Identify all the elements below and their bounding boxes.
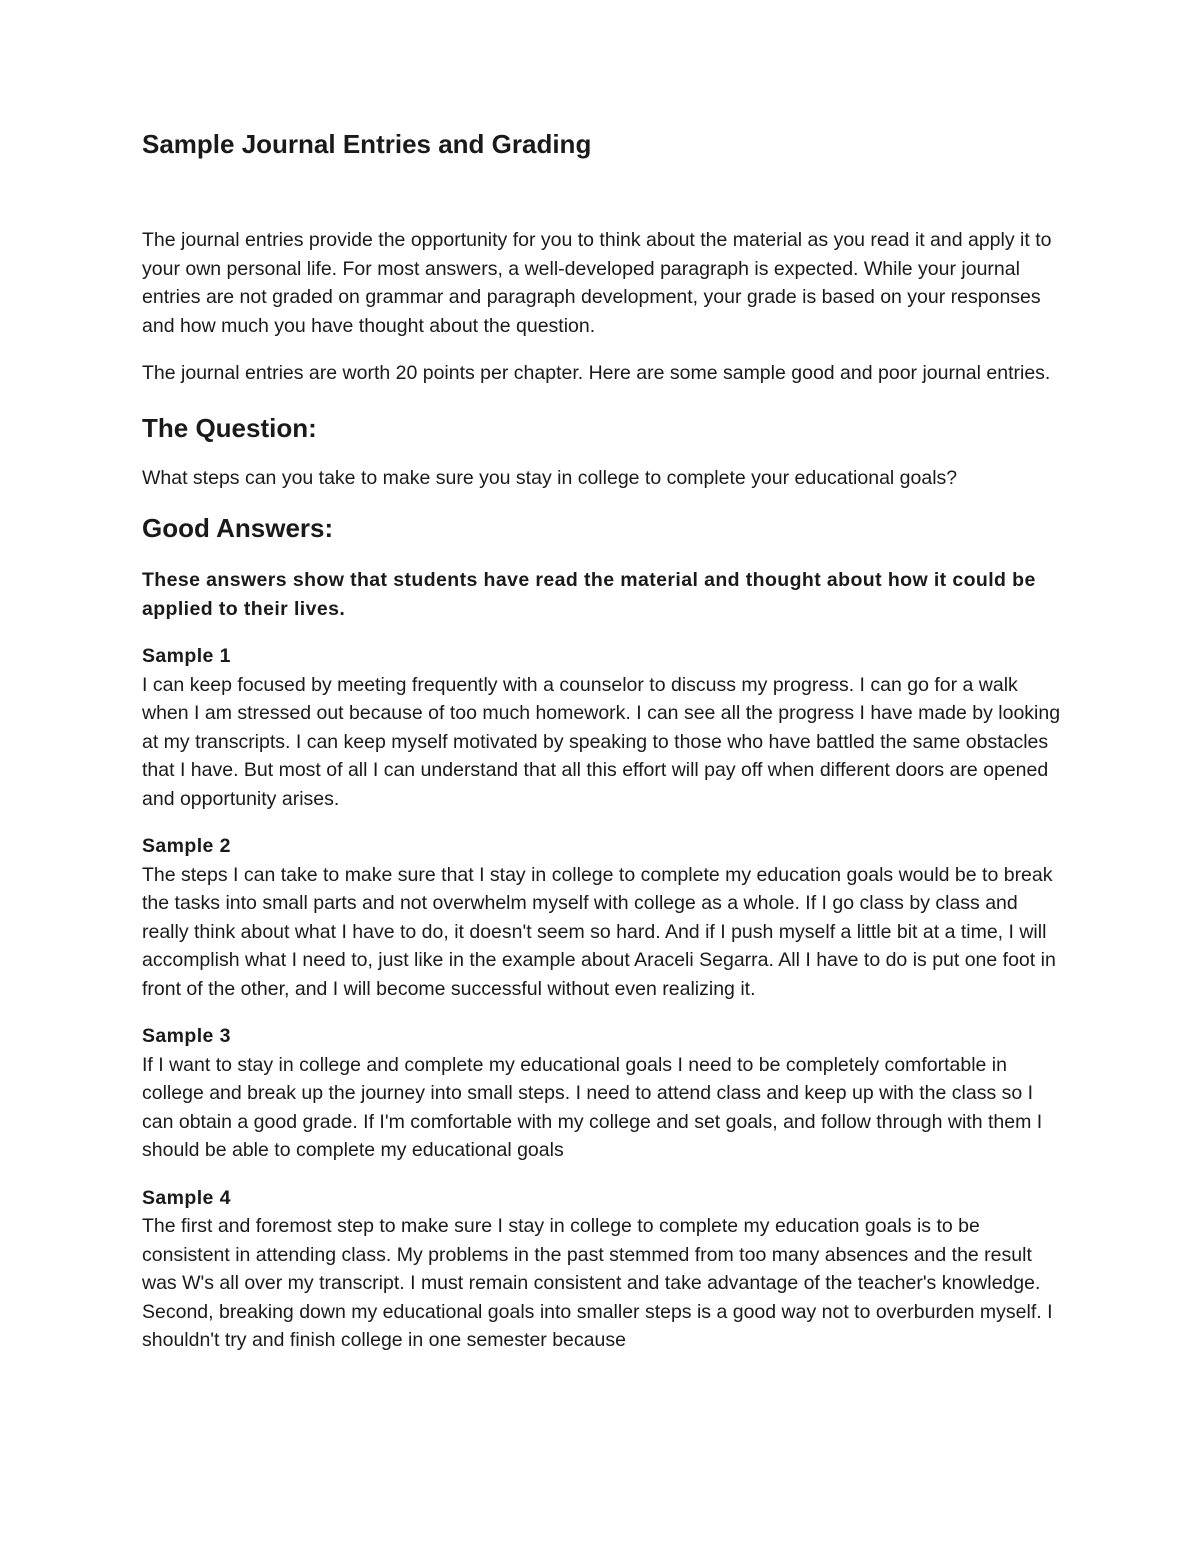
sample-entry — [142, 1184, 1062, 1355]
question-heading: The Question: — [142, 412, 317, 443]
sample-text: The first and foremost step to make sure I stay in college to complete my education goals is to be consistent in attending class. My problems in the past stemmed from too many absences and the result was W's all over my transcript. I must remain consistent and take advantage of the teacher's knowledge. Second, breaking down my educational goals into smaller steps is a good way not to overburden myself. I shouldn't try and finish college in one semester because — [142, 1215, 1053, 1351]
sample-entry — [142, 1022, 1062, 1165]
sample-label: Sample 1 — [142, 645, 231, 667]
sample-text: The steps I can take to make sure that I stay in college to complete my education goals would be to break the tasks into small parts and not overwhelm myself with college as a whole. If I go class by class and really think about what I have to do, it doesn't seem so hard. And if I push myself a little bit at a time, I will accomplish what I need to, just like in the example about Araceli Segarra. All I have to do is put one foot in front of the other, and I will become successful without even realizing it. — [142, 863, 1056, 1000]
intro-paragraph: The journal entries are worth 20 points per chapter. Here are some sample good and poor journal entries. — [142, 362, 1051, 384]
document-page — [142, 128, 1062, 1355]
good-answers-heading: Good Answers: — [142, 513, 334, 543]
intro-paragraph: The journal entries provide the opportunity for you to think about the material as you read it and apply it to your own personal life. For most answers, a well-developed paragraph is expected. While your journal entries are not graded on grammar and paragraph development, your grade is based on your responses and how much you have thought about the question. — [142, 229, 1052, 337]
sample-label: Sample 4 — [142, 1186, 231, 1209]
sample-text: I can keep focused by meeting frequently with a counselor to discuss my progress. I can go for a walk when I am stressed out because of too much homework. I can see all the progress I have made by looking at my transcripts. I can keep myself motivated by speaking to those who have battled the same obstacles that I have. But most of all I can understand that all this effort will pay off when different doors are opened and opportunity arises. — [142, 673, 1061, 810]
question-text: What steps can you take to make sure you stay in college to complete your educational goals? — [142, 466, 958, 489]
sample-label: Sample 2 — [142, 835, 231, 857]
sample-entry — [142, 642, 1062, 813]
good-answers-intro: These answers show that students have read the material and thought about how it could be applied to their lives. — [142, 569, 1036, 620]
document-title: Sample Journal Entries and Grading — [142, 129, 592, 159]
sample-entry — [142, 832, 1062, 1003]
sample-text: If I want to stay in college and complete my educational goals I need to be completely comfortable in college and break up the journey into small steps. I need to attend class and keep up with the class so I can obtain a good grade. If I'm comfortable with my college and set goals, and follow through with them I should be able to complete my educational goals — [142, 1053, 1043, 1161]
sample-label: Sample 3 — [142, 1025, 231, 1047]
